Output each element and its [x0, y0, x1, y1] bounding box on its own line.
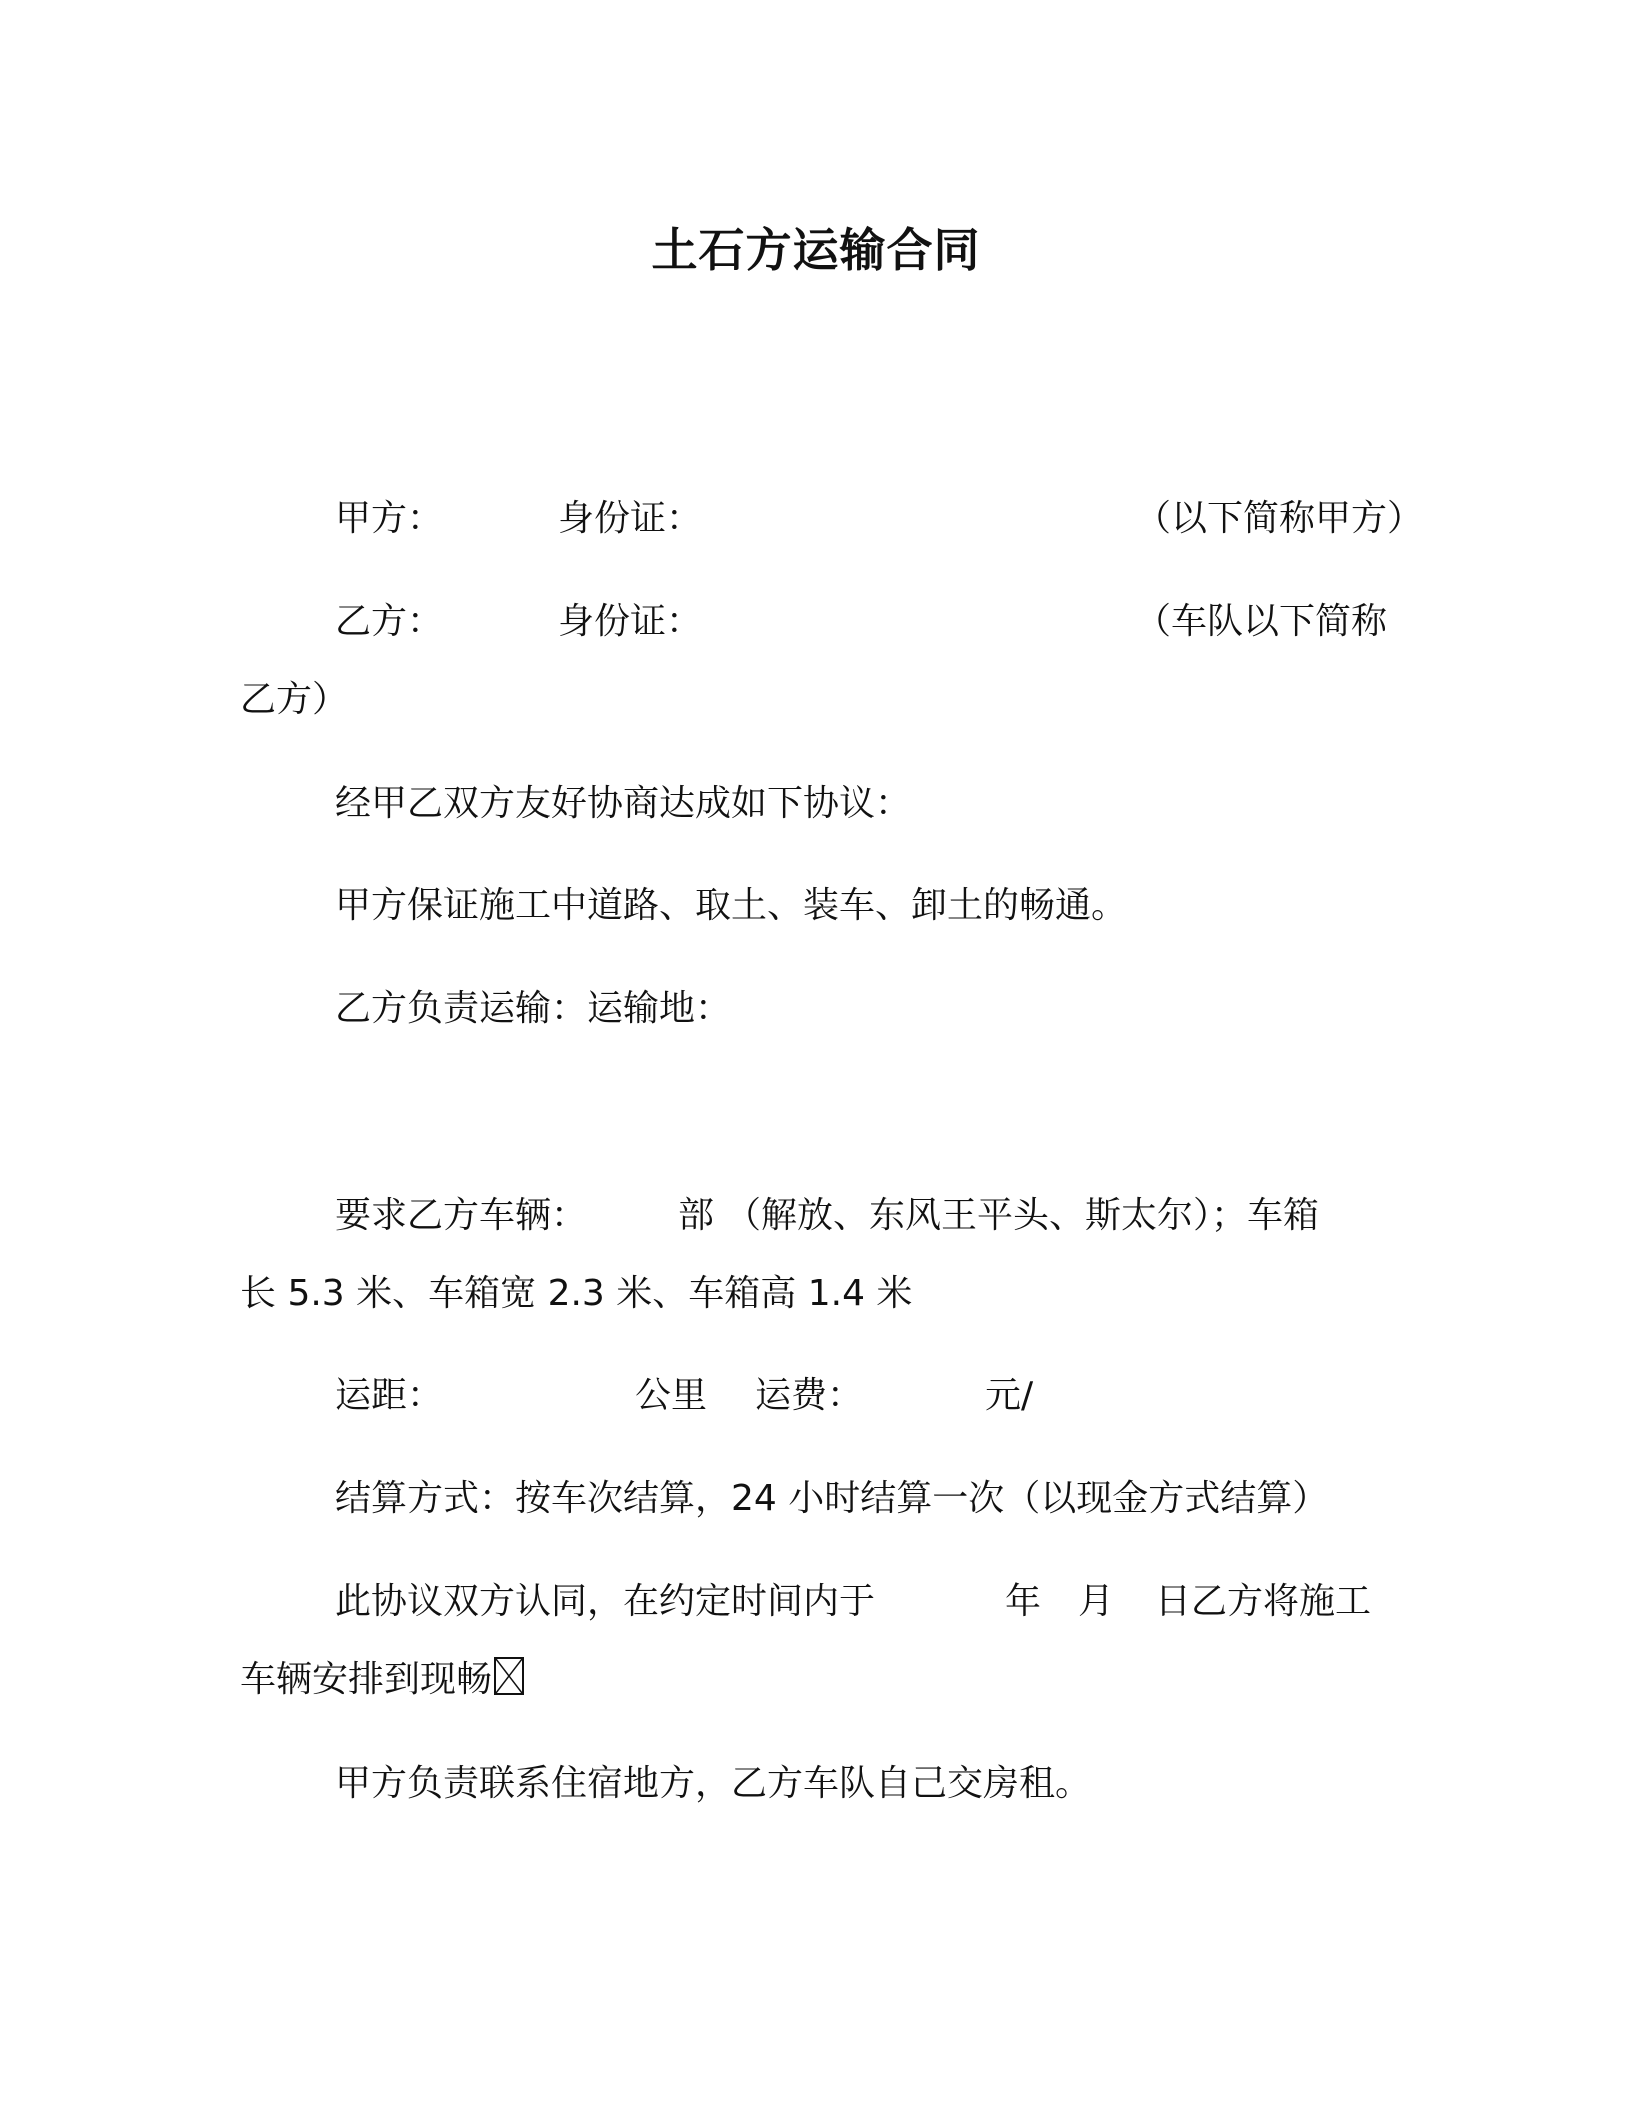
party-b-note: （车队以下简称 [1135, 601, 1388, 642]
agreement-line [0, 1578, 1632, 1626]
agreement-text: 此协议双方认同，在约定时间内于 [335, 1581, 876, 1622]
transport-clause: 乙方负责运输：运输地： [335, 988, 732, 1029]
agreement-day-text: 日乙方将施工 [1155, 1581, 1372, 1622]
vehicle-unit: 部 [678, 1195, 715, 1236]
party-b-line [0, 598, 1632, 646]
intro-paragraph: 经甲乙双方友好协商达成如下协议： [335, 783, 912, 824]
party-a-label: 甲方： [335, 498, 444, 539]
party-a-line [0, 495, 1632, 543]
distance-unit: 公里 [635, 1375, 708, 1416]
vehicle-types: （解放、东风王平头、斯太尔）；车箱 [725, 1195, 1320, 1236]
lodging-clause: 甲方负责联系住宿地方，乙方车队自己交房租。 [335, 1763, 1092, 1804]
distance-label: 运距： [335, 1375, 444, 1416]
vehicle-label: 要求乙方车辆： [335, 1195, 588, 1236]
road-clause: 甲方保证施工中道路、取土、装车、卸土的畅通。 [335, 885, 1128, 926]
fee-label: 运费： [755, 1375, 864, 1416]
agreement-continued-text: 车辆安排到现畅 [240, 1659, 493, 1700]
agreement-month: 月 [1078, 1581, 1115, 1622]
vehicle-dimensions: 长 5.3 米、车箱宽 2.3 米、车箱高 1.4 米 [240, 1273, 913, 1314]
party-a-id-label: 身份证： [558, 498, 703, 539]
vehicle-line [0, 1192, 1632, 1240]
party-b-label: 乙方： [335, 601, 444, 642]
agreement-year: 年 [1005, 1581, 1042, 1622]
document-title: 土石方运输合同 [651, 223, 981, 277]
party-b-note-continued: 乙方） [240, 679, 349, 720]
agreement-continued [240, 1656, 524, 1704]
distance-line [0, 1372, 1632, 1420]
fee-unit: 元/ [985, 1375, 1034, 1416]
settlement-clause: 结算方式：按车次结算，24 小时结算一次（以现金方式结算） [335, 1478, 1329, 1519]
missing-glyph-box [494, 1657, 524, 1695]
party-b-id-label: 身份证： [558, 601, 703, 642]
party-a-note: （以下简称甲方） [1135, 498, 1424, 539]
